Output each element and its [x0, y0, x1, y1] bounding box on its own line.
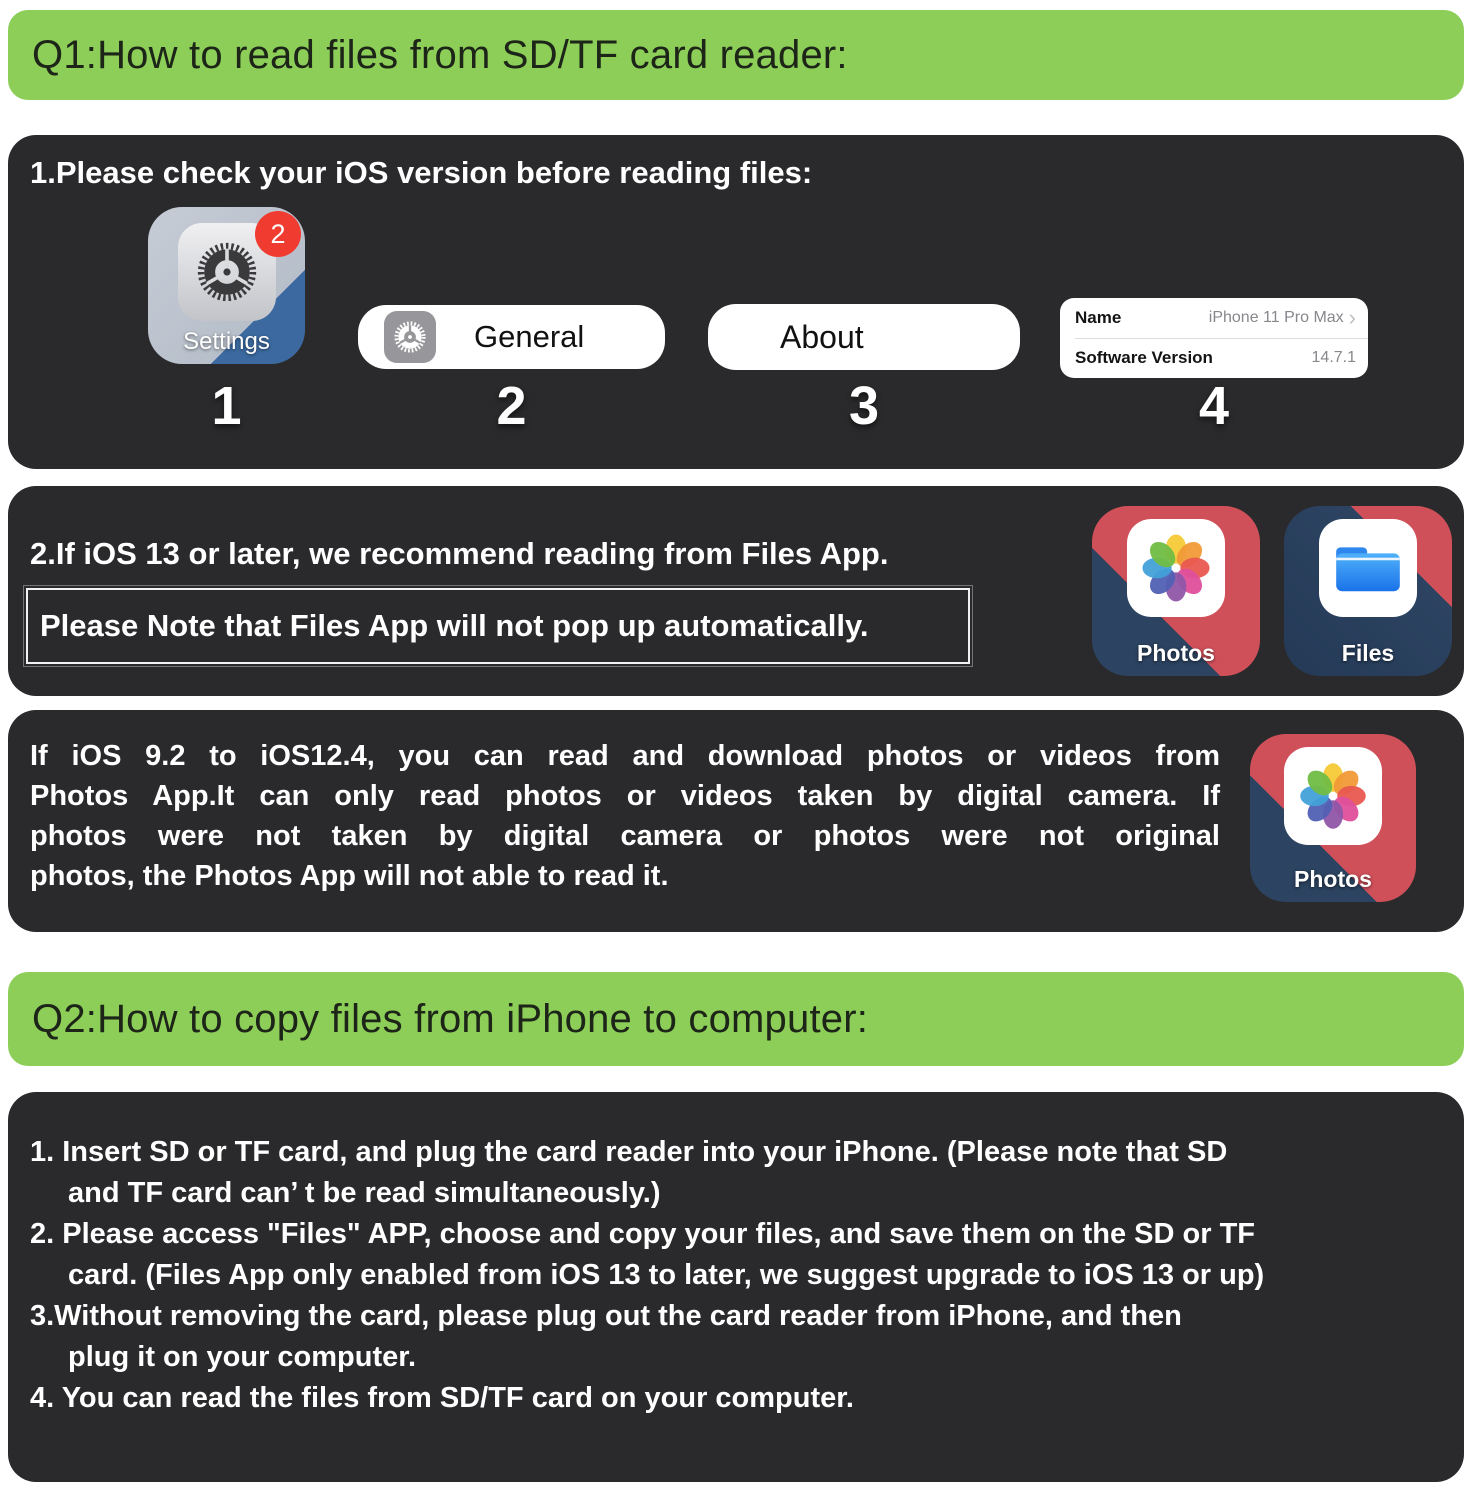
folder-icon	[1319, 519, 1417, 617]
note-text: Please Note that Files App will not pop up automatically.	[40, 608, 869, 643]
files-app-panel	[8, 486, 1464, 696]
flower-icon	[1127, 519, 1225, 617]
paragraph-line: photos were not taken by digital camera or photos were not original	[30, 820, 1220, 852]
photos-app-panel	[8, 710, 1464, 932]
about-menu-item[interactable]	[708, 304, 1020, 370]
settings-app-icon[interactable]	[148, 207, 305, 364]
name-label: Name	[1075, 308, 1122, 327]
copy-files-panel	[8, 1092, 1464, 1482]
panel1-heading: 1.Please check your iOS version before reading files:	[30, 155, 813, 190]
notification-badge: 2	[255, 211, 301, 257]
general-label: General	[474, 319, 585, 354]
gear-icon	[384, 311, 436, 363]
paragraph-line: photos, the Photos App will not able to read it.	[30, 860, 669, 892]
photos-app-label: Photos	[1294, 866, 1372, 892]
instruction-line: card. (Files App only enabled from iOS 13 to later, we suggest upgrade to iOS 13 or up)	[68, 1259, 1265, 1291]
files-app-label: Files	[1341, 640, 1395, 666]
step-number-1: 1	[211, 376, 242, 436]
instruction-line: plug it on your computer.	[68, 1341, 416, 1373]
instruction-line: 2. Please access "Files" APP, choose and copy your files, and save them on the SD or TF	[30, 1218, 1255, 1250]
name-row[interactable]	[1060, 299, 1368, 338]
instruction-list	[30, 1132, 1450, 1419]
files-app-icon[interactable]	[1284, 506, 1452, 676]
software-version-value: 14.7.1	[1311, 349, 1356, 366]
chevron-right-icon: ›	[1348, 305, 1356, 330]
instruction-line: and TF card can’ t be read simultaneously.)	[68, 1177, 661, 1209]
q1-title: Q1:How to read files from SD/TF card reader:	[32, 32, 848, 77]
general-menu-item[interactable]	[358, 305, 665, 369]
note-box	[26, 588, 970, 664]
software-version-label: Software Version	[1075, 348, 1213, 367]
paragraph-line: Photos App.It can only read photos or videos taken by digital camera. If	[30, 780, 1220, 812]
about-label: About	[780, 318, 864, 355]
paragraph-line: If iOS 9.2 to iOS12.4, you can read and download photos or videos from	[30, 740, 1220, 772]
step-number-2: 2	[496, 376, 527, 436]
instruction-line: 4. You can read the files from SD/TF card on your computer.	[30, 1382, 854, 1414]
photos-app-icon[interactable]	[1250, 734, 1416, 902]
q2-title: Q2:How to copy files from iPhone to computer:	[32, 996, 869, 1041]
software-version-row	[1060, 339, 1368, 378]
instruction-line: 3.Without removing the card, please plug out the card reader from iPhone, and then	[30, 1300, 1182, 1332]
ios-version-panel	[8, 135, 1464, 469]
photos-app-icon[interactable]	[1092, 506, 1260, 676]
step-number-4: 4	[1198, 376, 1230, 436]
device-name-value: iPhone 11 Pro Max	[1208, 309, 1344, 326]
photos-app-label: Photos	[1137, 640, 1215, 666]
panel2-heading: 2.If iOS 13 or later, we recommend reading from Files App.	[30, 536, 889, 571]
device-info-box	[1060, 298, 1368, 378]
panel3-paragraph	[30, 736, 1220, 896]
instruction-line: 1. Insert SD or TF card, and plug the card reader into your iPhone. (Please note that SD	[30, 1136, 1228, 1168]
settings-app-label: Settings	[183, 328, 270, 355]
q1-header-bar	[8, 10, 1464, 100]
step-number-3: 3	[848, 376, 880, 436]
q2-header-bar	[8, 972, 1464, 1066]
flower-icon	[1284, 747, 1382, 845]
